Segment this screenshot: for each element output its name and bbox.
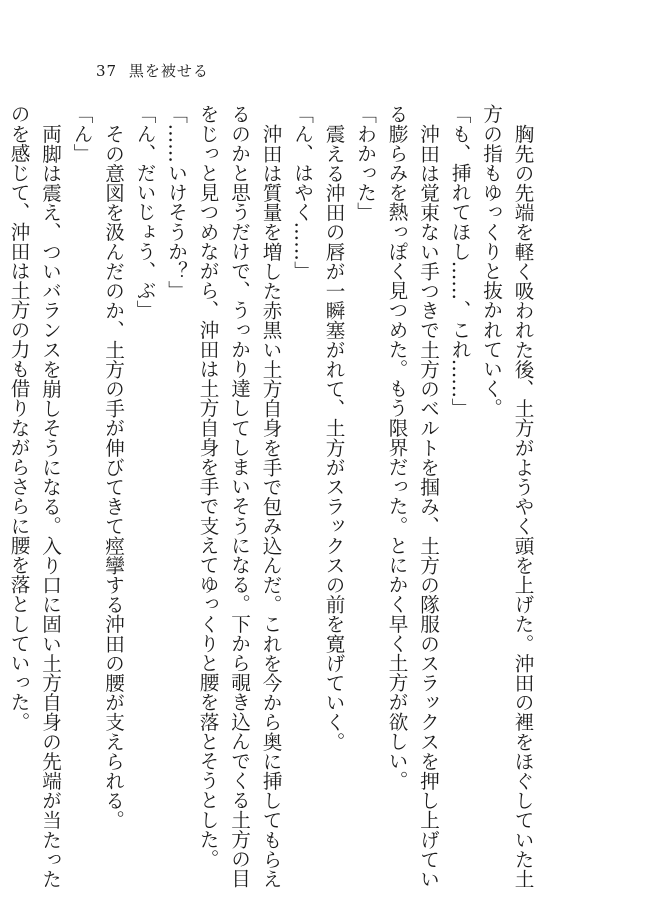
text-line: 「わかった」 (353, 104, 377, 222)
text-line: 「……いけそうか？」 (164, 104, 188, 300)
text-line: る膨らみを熱っぽく見つめた。もう限界だった。とにかく早く土方が欲しい。 (385, 104, 408, 790)
text-line: 沖田は覚束ない手つきで土方のベルトを掴み、土方の隊服のスラックスを押し上げてい (416, 123, 440, 888)
text-line: 沖田は質量を増した赤黒い土方自身を手で包み込んだ。これを今から奥に挿してもらえ (259, 123, 282, 888)
page-number: 37 (96, 62, 118, 80)
page-header (96, 60, 209, 81)
vertical-body-text (7, 104, 538, 888)
text-line: その意図を汲んだのか、土方の手が伸びてきて痙攣する沖田の腰が支えられる。 (101, 123, 125, 830)
text-line: 方の指もゆっくりと抜かれていく。 (479, 104, 503, 418)
text-line: 「ん、はやく……」 (290, 104, 314, 281)
text-line: 「ん、だいじょう、ぶ」 (133, 104, 156, 320)
text-line: 「も、挿れてほし……、これ……」 (448, 104, 471, 418)
text-line: 震える沖田の唇が一瞬塞がれて、土方がスラックスの前を寛げていく。 (322, 123, 345, 751)
text-line: 胸先の先端を軽く吸われた後、土方がようやく頭を上げた。沖田の裡をほぐしていた土 (511, 123, 534, 888)
text-line: 「ん」 (70, 104, 93, 163)
text-line: るのかと思うだけで、うっかり達してしまいそうになる。下から覗き込んでくる土方の目 (227, 104, 251, 888)
text-line: 両脚は震え、ついバランスを崩しそうになる。入り口に固い土方自身の先端が当たった (38, 123, 62, 888)
text-line: のを感じて、沖田は土方の力も借りながらさらに腰を落としていった。 (7, 104, 30, 732)
text-line: をじっと見つめながら、沖田は土方自身を手で支えてゆっくりと腰を落とそうとした。 (196, 104, 219, 869)
chapter-title: 黒を被せる (128, 62, 209, 80)
